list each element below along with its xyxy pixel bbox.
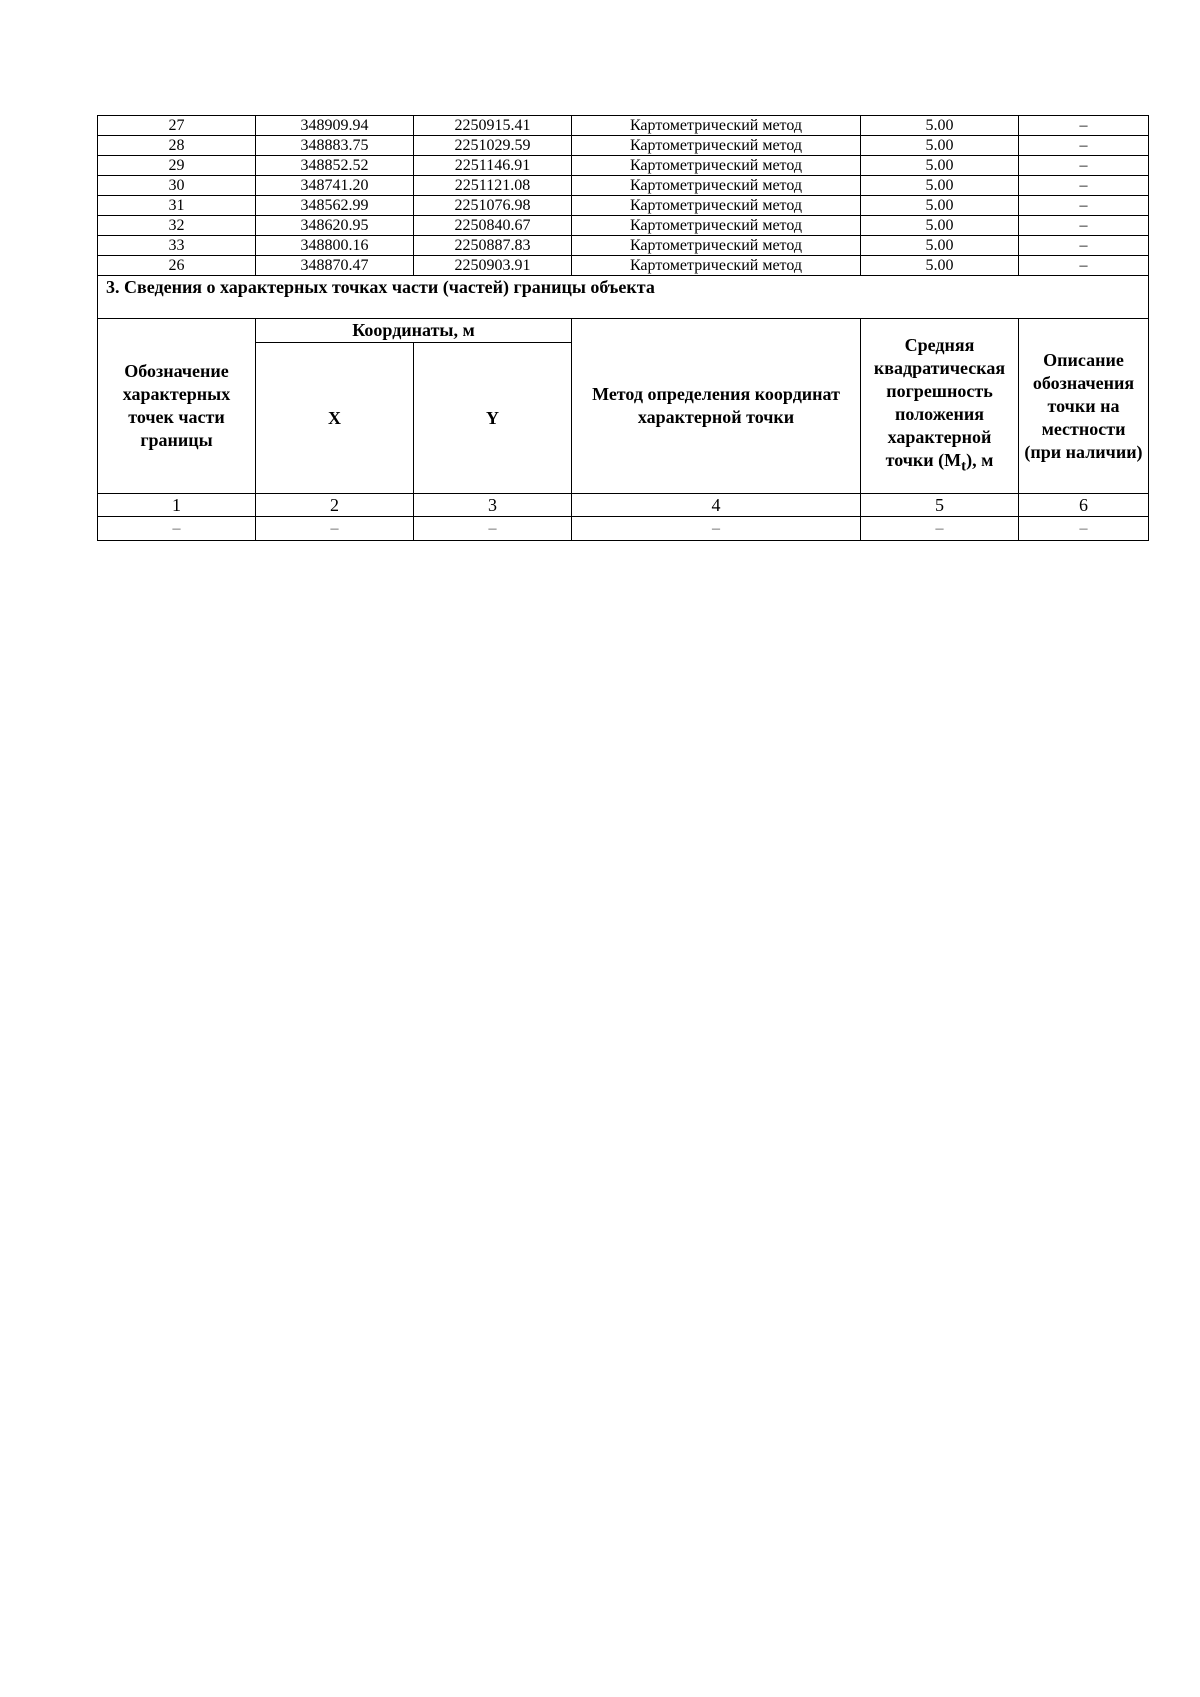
x-coordinate-cell: 348620.95 <box>256 216 414 236</box>
header-error-suffix: ), м <box>966 449 994 470</box>
y-coordinate-cell: 2250915.41 <box>414 116 572 136</box>
error-cell: 5.00 <box>861 136 1019 156</box>
x-coordinate-cell: 348883.75 <box>256 136 414 156</box>
header-error-prefix: Средняя квадратическая погрешность положения характерной точки (M <box>873 334 1006 470</box>
error-cell: 5.00 <box>861 216 1019 236</box>
error-cell: 5.00 <box>861 116 1019 136</box>
x-coordinate-cell: 348562.99 <box>256 196 414 216</box>
column-number: 6 <box>1019 494 1149 517</box>
method-cell: Картометрический метод <box>572 136 861 156</box>
error-cell: 5.00 <box>861 256 1019 276</box>
method-cell: Картометрический метод <box>572 236 861 256</box>
column-numbers-row <box>98 494 1149 517</box>
point-id-cell: 27 <box>98 116 256 136</box>
empty-cell: – <box>572 517 861 541</box>
x-coordinate-cell: 348852.52 <box>256 156 414 176</box>
header-method: Метод определения координат характерной точки <box>572 319 861 494</box>
error-cell: 5.00 <box>861 196 1019 216</box>
points-table-body <box>98 116 1149 276</box>
header-x: X <box>256 343 414 494</box>
empty-cell: – <box>1019 517 1149 541</box>
error-cell: 5.00 <box>861 156 1019 176</box>
description-cell: – <box>1019 176 1149 196</box>
description-cell: – <box>1019 136 1149 156</box>
column-number: 2 <box>256 494 414 517</box>
point-id-cell: 31 <box>98 196 256 216</box>
point-id-cell: 30 <box>98 176 256 196</box>
y-coordinate-cell: 2251029.59 <box>414 136 572 156</box>
empty-cell: – <box>861 517 1019 541</box>
error-cell: 5.00 <box>861 176 1019 196</box>
point-id-cell: 29 <box>98 156 256 176</box>
column-number: 3 <box>414 494 572 517</box>
method-cell: Картометрический метод <box>572 116 861 136</box>
table-row <box>98 116 1149 136</box>
empty-data-row <box>98 517 1149 541</box>
y-coordinate-cell: 2250903.91 <box>414 256 572 276</box>
description-cell: – <box>1019 216 1149 236</box>
method-cell: Картометрический метод <box>572 156 861 176</box>
x-coordinate-cell: 348800.16 <box>256 236 414 256</box>
point-id-cell: 32 <box>98 216 256 236</box>
y-coordinate-cell: 2250887.83 <box>414 236 572 256</box>
column-number: 5 <box>861 494 1019 517</box>
table-row <box>98 216 1149 236</box>
x-coordinate-cell: 348741.20 <box>256 176 414 196</box>
y-coordinate-cell: 2251146.91 <box>414 156 572 176</box>
table-row <box>98 256 1149 276</box>
description-cell: – <box>1019 256 1149 276</box>
x-coordinate-cell: 348870.47 <box>256 256 414 276</box>
table-row <box>98 136 1149 156</box>
description-cell: – <box>1019 116 1149 136</box>
description-cell: – <box>1019 236 1149 256</box>
x-coordinate-cell: 348909.94 <box>256 116 414 136</box>
empty-cell: – <box>256 517 414 541</box>
point-id-cell: 33 <box>98 236 256 256</box>
y-coordinate-cell: 2251121.08 <box>414 176 572 196</box>
header-y: Y <box>414 343 572 494</box>
empty-cell: – <box>414 517 572 541</box>
header-point-designation: Обозначение характерных точек части границы <box>98 319 256 494</box>
header-description: Описание обозначения точки на местности (при наличии) <box>1019 319 1149 494</box>
header-coordinates-group: Координаты, м <box>256 319 572 343</box>
method-cell: Картометрический метод <box>572 256 861 276</box>
header-error-subscript: t <box>961 458 967 475</box>
description-cell: – <box>1019 196 1149 216</box>
section3-block <box>98 276 1149 541</box>
point-id-cell: 26 <box>98 256 256 276</box>
y-coordinate-cell: 2251076.98 <box>414 196 572 216</box>
column-number: 1 <box>98 494 256 517</box>
description-cell: – <box>1019 156 1149 176</box>
method-cell: Картометрический метод <box>572 196 861 216</box>
header-error <box>861 319 1019 494</box>
empty-cell: – <box>98 517 256 541</box>
column-number: 4 <box>572 494 861 517</box>
section3-title: 3. Сведения о характерных точках части (частей) границы объекта <box>98 276 1149 319</box>
point-id-cell: 28 <box>98 136 256 156</box>
error-cell: 5.00 <box>861 236 1019 256</box>
table-row <box>98 196 1149 216</box>
method-cell: Картометрический метод <box>572 216 861 236</box>
table-row <box>98 176 1149 196</box>
table-row <box>98 156 1149 176</box>
y-coordinate-cell: 2250840.67 <box>414 216 572 236</box>
method-cell: Картометрический метод <box>572 176 861 196</box>
table-row <box>98 236 1149 256</box>
boundary-points-table <box>97 115 1149 541</box>
